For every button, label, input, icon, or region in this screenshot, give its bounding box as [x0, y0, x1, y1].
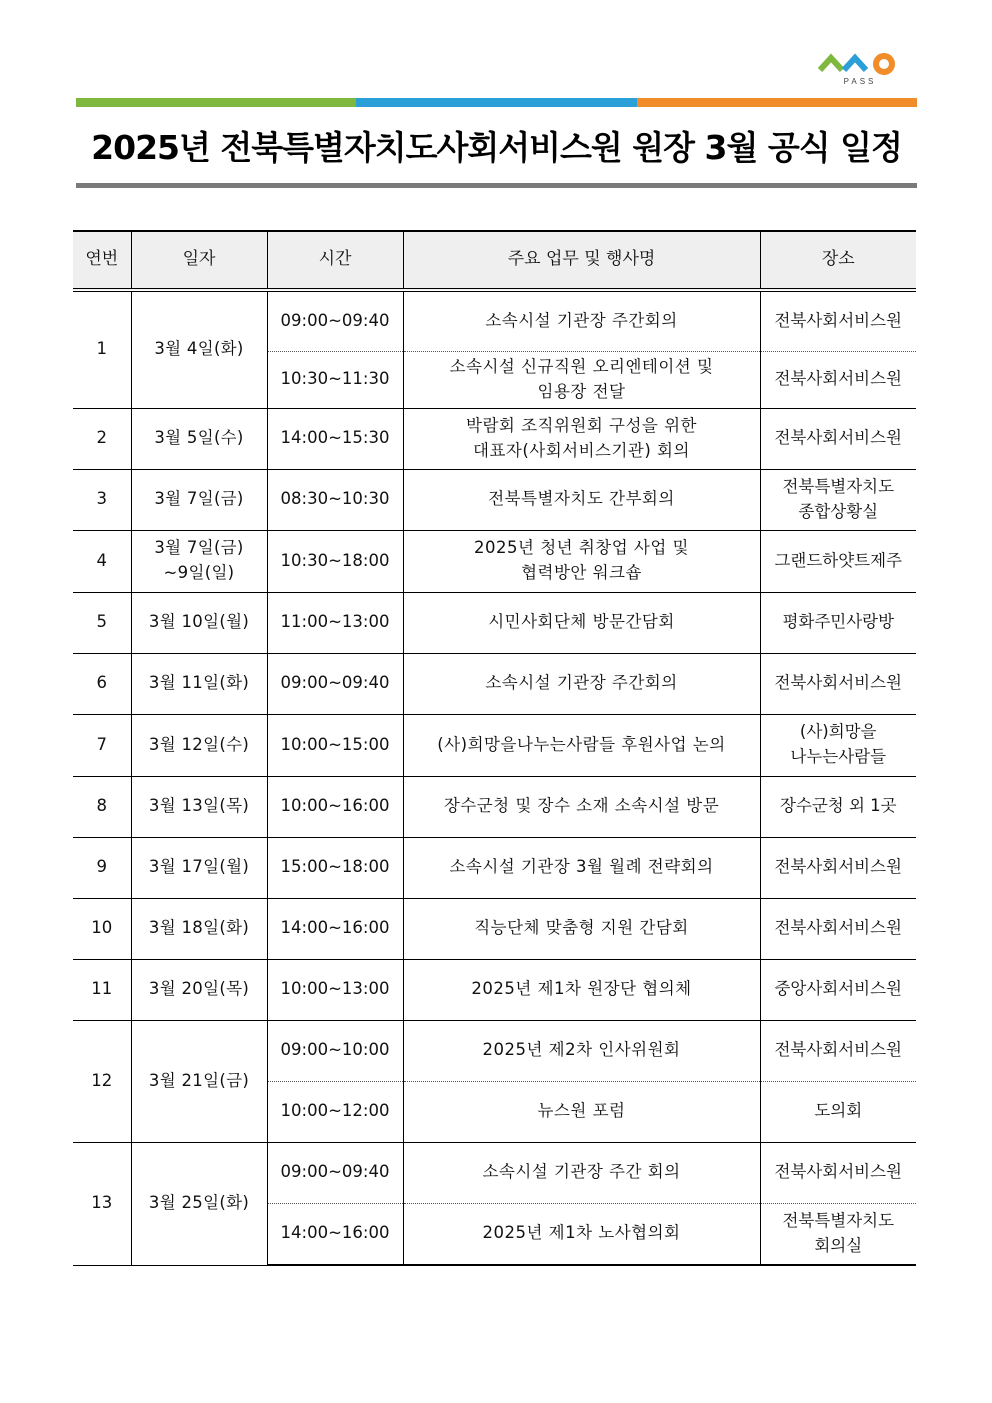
cell-place: 평화주민사랑방: [760, 592, 916, 653]
cell-time: 09:00~09:40: [267, 290, 403, 351]
cell-no: 12: [73, 1020, 131, 1142]
table-row: [73, 530, 916, 592]
cell-event: 직능단체 맞춤형 지원 간담회: [403, 898, 760, 959]
cell-date: 3월 7일(금) ~9일(일): [131, 530, 267, 592]
cell-place: 전북사회서비스원: [760, 351, 916, 408]
schedule-table: [73, 230, 916, 1266]
cell-time: 10:00~12:00: [267, 1081, 403, 1142]
header-no: 연번: [73, 231, 131, 290]
cell-event: 소속시설 신규직원 오리엔테이션 및 임용장 전달: [403, 351, 760, 408]
table-header-row: [73, 231, 916, 290]
cell-time: 10:30~18:00: [267, 530, 403, 592]
header-date: 일자: [131, 231, 267, 290]
cell-place: 도의회: [760, 1081, 916, 1142]
cell-no: 5: [73, 592, 131, 653]
cell-no: 7: [73, 714, 131, 776]
cell-event: 소속시설 기관장 3월 월례 전략회의: [403, 837, 760, 898]
cell-place: 그랜드하얏트제주: [760, 530, 916, 592]
table-body: [73, 290, 916, 1265]
table-row: [73, 469, 916, 530]
cell-place: 전북사회서비스원: [760, 408, 916, 469]
color-bar-orange: [637, 98, 917, 107]
table-row: [73, 714, 916, 776]
header-place: 장소: [760, 231, 916, 290]
cell-date: 3월 12일(수): [131, 714, 267, 776]
cell-date: 3월 18일(화): [131, 898, 267, 959]
cell-date: 3월 4일(화): [131, 290, 267, 408]
cell-place: 전북사회서비스원: [760, 1020, 916, 1081]
cell-no: 13: [73, 1142, 131, 1265]
cell-place: 전북특별자치도 종합상황실: [760, 469, 916, 530]
cell-no: 1: [73, 290, 131, 408]
cell-event: 뉴스원 포럼: [403, 1081, 760, 1142]
cell-event: 박람회 조직위원회 구성을 위한 대표자(사회서비스기관) 회의: [403, 408, 760, 469]
cell-time: 10:00~16:00: [267, 776, 403, 837]
table-row: [73, 1020, 916, 1081]
cell-time: 11:00~13:00: [267, 592, 403, 653]
cell-date: 3월 13일(목): [131, 776, 267, 837]
cell-place: 전북사회서비스원: [760, 898, 916, 959]
table-row: [73, 837, 916, 898]
cell-time: 10:30~11:30: [267, 351, 403, 408]
header-color-bar: [76, 98, 917, 107]
cell-event: 전북특별자치도 간부회의: [403, 469, 760, 530]
table-row: [73, 776, 916, 837]
cell-date: 3월 20일(목): [131, 959, 267, 1020]
color-bar-green: [76, 98, 356, 107]
cell-event: 2025년 청년 취창업 사업 및 협력방안 워크숍: [403, 530, 760, 592]
cell-time: 08:30~10:30: [267, 469, 403, 530]
cell-event: 시민사회단체 방문간담회: [403, 592, 760, 653]
table-row: [73, 959, 916, 1020]
cell-place: 전북특별자치도 회의실: [760, 1203, 916, 1265]
cell-event: (사)희망을나누는사람들 후원사업 논의: [403, 714, 760, 776]
cell-place: 장수군청 외 1곳: [760, 776, 916, 837]
cell-time: 10:00~13:00: [267, 959, 403, 1020]
cell-place: 중앙사회서비스원: [760, 959, 916, 1020]
cell-time: 09:00~09:40: [267, 1142, 403, 1203]
cell-event: 소속시설 기관장 주간회의: [403, 653, 760, 714]
cell-no: 8: [73, 776, 131, 837]
cell-date: 3월 21일(금): [131, 1020, 267, 1142]
cell-event: 2025년 제1차 원장단 협의체: [403, 959, 760, 1020]
cell-date: 3월 10일(월): [131, 592, 267, 653]
cell-place: (사)희망을 나누는사람들: [760, 714, 916, 776]
cell-event: 2025년 제1차 노사협의회: [403, 1203, 760, 1265]
cell-date: 3월 5일(수): [131, 408, 267, 469]
cell-event: 장수군청 및 장수 소재 소속시설 방문: [403, 776, 760, 837]
cell-event: 소속시설 기관장 주간회의: [403, 290, 760, 351]
logo-mark-orange: [876, 56, 892, 72]
cell-place: 전북사회서비스원: [760, 837, 916, 898]
cell-date: 3월 25일(화): [131, 1142, 267, 1265]
logo-mark-green: [820, 58, 842, 70]
cell-no: 2: [73, 408, 131, 469]
logo-mark-blue: [844, 58, 866, 70]
cell-no: 4: [73, 530, 131, 592]
cell-time: 10:00~15:00: [267, 714, 403, 776]
cell-place: 전북사회서비스원: [760, 290, 916, 351]
cell-date: 3월 7일(금): [131, 469, 267, 530]
cell-no: 3: [73, 469, 131, 530]
cell-place: 전북사회서비스원: [760, 653, 916, 714]
cell-date: 3월 11일(화): [131, 653, 267, 714]
cell-place: 전북사회서비스원: [760, 1142, 916, 1203]
table-row: [73, 408, 916, 469]
cell-time: 15:00~18:00: [267, 837, 403, 898]
cell-event: 소속시설 기관장 주간 회의: [403, 1142, 760, 1203]
table-row: [73, 592, 916, 653]
cell-no: 11: [73, 959, 131, 1020]
table-row: [73, 290, 916, 351]
table-row: [73, 898, 916, 959]
cell-time: 14:00~16:00: [267, 1203, 403, 1265]
color-bar-blue: [356, 98, 636, 107]
header-time: 시간: [267, 231, 403, 290]
logo-text: PASS: [843, 77, 877, 86]
table-row: [73, 1142, 916, 1203]
title-underline: [76, 183, 917, 188]
cell-no: 6: [73, 653, 131, 714]
table-row: [73, 653, 916, 714]
cell-time: 09:00~10:00: [267, 1020, 403, 1081]
cell-no: 9: [73, 837, 131, 898]
cell-time: 14:00~16:00: [267, 898, 403, 959]
cell-time: 09:00~09:40: [267, 653, 403, 714]
cell-time: 14:00~15:30: [267, 408, 403, 469]
cell-date: 3월 17일(월): [131, 837, 267, 898]
header-event: 주요 업무 및 행사명: [403, 231, 760, 290]
cell-event: 2025년 제2차 인사위원회: [403, 1020, 760, 1081]
page-title: 2025년 전북특별자치도사회서비스원 원장 3월 공식 일정: [91, 128, 902, 167]
cell-no: 10: [73, 898, 131, 959]
